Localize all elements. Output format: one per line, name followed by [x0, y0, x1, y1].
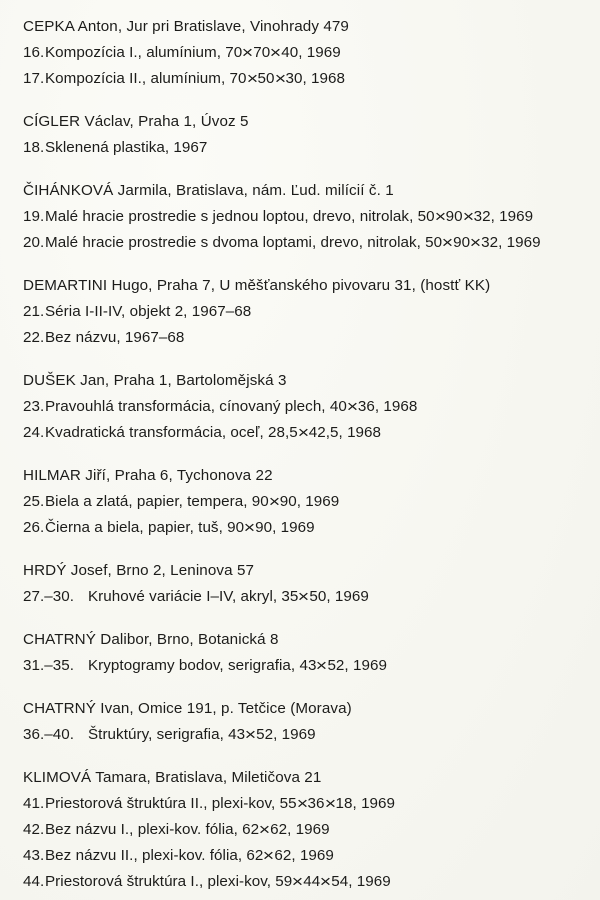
multiplication-sign: × [242, 43, 254, 62]
work-item [23, 135, 582, 161]
multiplication-sign: × [316, 656, 328, 675]
multiplication-sign: × [244, 725, 257, 744]
artist-entry-block [23, 696, 582, 748]
work-description: Biela a zlatá, papier, tempera, 90×90, 1969 [45, 492, 340, 511]
work-number: 26. [23, 519, 45, 536]
artist-entry-block [23, 368, 582, 446]
work-item [23, 653, 582, 679]
work-number: 43. [23, 847, 45, 864]
work-number: 21. [23, 303, 45, 320]
work-description: Kryptogramy bodov, serigrafia, 43×52, 1969 [88, 656, 387, 675]
work-item [23, 722, 582, 748]
work-number: 22. [23, 329, 45, 346]
work-number: 31.–35. [23, 657, 75, 674]
multiplication-sign: × [434, 207, 446, 226]
multiplication-sign: × [346, 397, 359, 416]
work-description: Pravouhlá transformácia, cínovaný plech, 40×36, 1968 [45, 397, 418, 416]
artist-heading: DEMARTINI Hugo, Praha 7, U měšťanského pivovaru 31, (hostť KK) [23, 277, 491, 294]
work-number: 16. [23, 44, 45, 61]
work-description: Sklenená plastika, 1967 [45, 139, 208, 156]
work-description: Bez názvu II., plexi-kov. fólia, 62×62, 1969 [45, 846, 334, 865]
multiplication-sign: × [263, 846, 275, 865]
work-description: Kvadratická transformácia, oceľ, 28,5×42,5, 1968 [45, 423, 382, 442]
multiplication-sign: × [268, 492, 280, 511]
work-item [23, 489, 582, 515]
work-description: Priestorová štruktúra I., plexi-kov, 59×44×54, 1969 [45, 872, 391, 891]
work-description: Séria I-II-IV, objekt 2, 1967–68 [45, 303, 252, 320]
artist-heading: HRDÝ Josef, Brno 2, Leninova 57 [23, 562, 255, 579]
work-item [23, 66, 582, 92]
work-description: Malé hracie prostredie s jednou loptou, drevo, nitrolak, 50×90×32, 1969 [45, 207, 534, 226]
work-item [23, 230, 582, 256]
artist-heading: CEPKA Anton, Jur pri Bratislave, Vinohrady 479 [23, 18, 349, 35]
work-number: 42. [23, 821, 45, 838]
work-item [23, 325, 582, 351]
work-item [23, 584, 582, 610]
work-number: 27.–30. [23, 588, 75, 605]
artist-entry-block [23, 463, 582, 541]
work-number: 19. [23, 208, 45, 225]
work-item [23, 869, 582, 895]
work-description: Čierna a biela, papier, tuš, 90×90, 1969 [45, 518, 315, 537]
work-item [23, 791, 582, 817]
work-description: Kompozícia II., alumínium, 70×50×30, 1968 [45, 69, 346, 88]
artist-heading: KLIMOVÁ Tamara, Bratislava, Miletičova 21 [23, 769, 322, 786]
work-item [23, 299, 582, 325]
work-description: Kruhové variácie I–IV, akryl, 35×50, 1969 [88, 587, 369, 606]
work-number: 41. [23, 795, 45, 812]
artist-heading: DUŠEK Jan, Praha 1, Bartolomějská 3 [23, 372, 287, 389]
work-description: Štruktúry, serigrafia, 43×52, 1969 [88, 725, 316, 744]
artist-entry-block [23, 558, 582, 610]
work-item [23, 40, 582, 66]
artist-heading: HILMAR Jiří, Praha 6, Tychonova 22 [23, 467, 273, 484]
artist-entry-block [23, 14, 582, 92]
work-item [23, 394, 582, 420]
work-description: Bez názvu I., plexi-kov. fólia, 62×62, 1969 [45, 820, 330, 839]
work-description: Bez názvu, 1967–68 [45, 329, 185, 346]
work-description: Malé hracie prostredie s dvoma loptami, drevo, nitrolak, 50×90×32, 1969 [45, 233, 541, 252]
multiplication-sign: × [324, 794, 336, 813]
multiplication-sign: × [292, 872, 304, 891]
work-number: 23. [23, 398, 45, 415]
multiplication-sign: × [441, 233, 454, 252]
work-description: Priestorová štruktúra II., plexi-kov, 55×36×18, 1969 [45, 794, 396, 813]
multiplication-sign: × [297, 423, 310, 442]
multiplication-sign: × [320, 872, 332, 891]
multiplication-sign: × [243, 518, 256, 537]
artist-entry-block [23, 627, 582, 679]
multiplication-sign: × [269, 43, 282, 62]
artist-heading: ČIHÁNKOVÁ Jarmila, Bratislava, nám. Ľud. milícií č. 1 [23, 182, 394, 199]
multiplication-sign: × [274, 69, 286, 88]
multiplication-sign: × [258, 820, 271, 839]
artist-entry-block [23, 273, 582, 351]
work-description: Kompozícia I., alumínium, 70×70×40, 1969 [45, 43, 341, 62]
artist-entry-block [23, 765, 582, 895]
multiplication-sign: × [462, 207, 474, 226]
artist-heading: CÍGLER Václav, Praha 1, Úvoz 5 [23, 113, 249, 130]
catalogue-entry-list [23, 14, 582, 895]
work-number: 24. [23, 424, 45, 441]
work-number: 44. [23, 873, 45, 890]
artist-heading: CHATRNÝ Ivan, Omice 191, p. Tetčice (Morava) [23, 700, 352, 717]
artist-entry-block [23, 178, 582, 256]
work-item [23, 204, 582, 230]
artist-heading: CHATRNÝ Dalibor, Brno, Botanická 8 [23, 631, 279, 648]
multiplication-sign: × [298, 587, 310, 606]
work-number: 36.–40. [23, 726, 75, 743]
work-number: 17. [23, 70, 45, 87]
work-number: 18. [23, 139, 45, 156]
artist-entry-block [23, 109, 582, 161]
work-item [23, 817, 582, 843]
work-item [23, 515, 582, 541]
work-number: 20. [23, 234, 45, 251]
multiplication-sign: × [296, 794, 308, 813]
work-item [23, 420, 582, 446]
work-number: 25. [23, 493, 45, 510]
multiplication-sign: × [469, 233, 482, 252]
work-item [23, 843, 582, 869]
multiplication-sign: × [246, 69, 258, 88]
